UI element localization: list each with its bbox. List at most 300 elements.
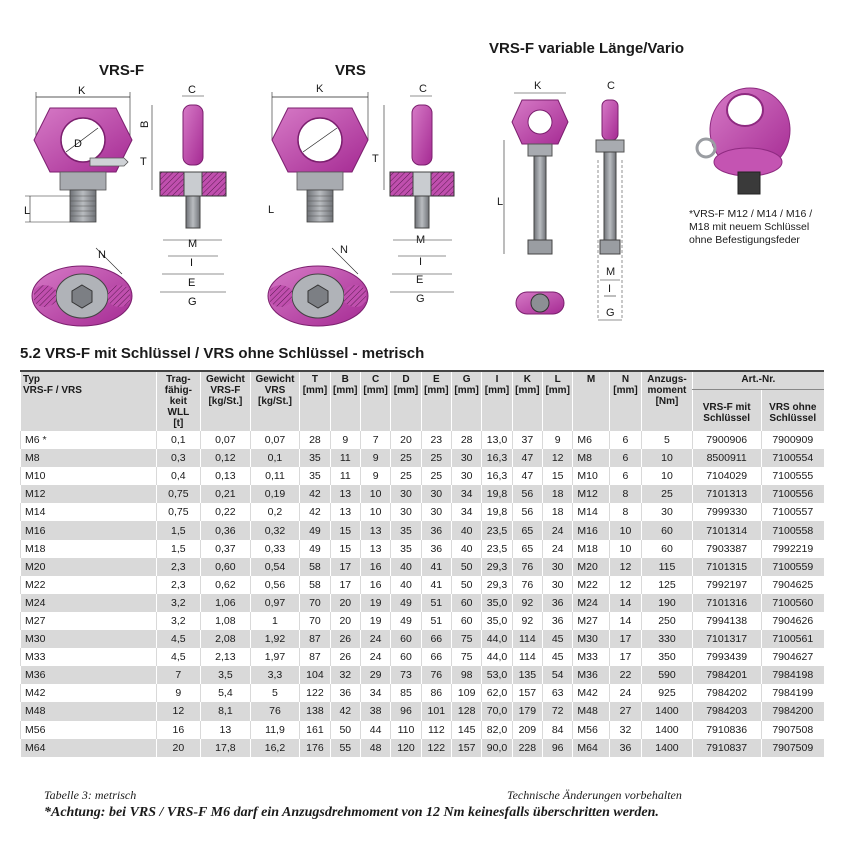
vario-dim-g: G	[606, 307, 615, 319]
table-cell: M22	[573, 576, 609, 594]
header-line: K	[523, 374, 531, 385]
table-cell: 40	[451, 521, 481, 539]
table-cell: 49	[391, 612, 421, 630]
table-cell: 14	[609, 594, 641, 612]
table-cell: 7903387	[692, 540, 761, 558]
table-row	[21, 521, 825, 539]
header-line: [mm]	[613, 385, 638, 396]
table-cell: 0,21	[201, 485, 251, 503]
header-line: Trag-	[166, 374, 191, 385]
table-cell: 48	[360, 739, 390, 757]
table-cell: 1,5	[156, 540, 201, 558]
table-cell: 17,8	[201, 739, 251, 757]
vrsf-side-view	[139, 84, 226, 308]
table-cell: 1400	[642, 739, 693, 757]
vario-front-view	[504, 93, 568, 314]
table-cell: 49	[300, 540, 330, 558]
header-line: VRS	[264, 385, 286, 396]
table-cell: M27	[21, 612, 157, 630]
table-cell: 36	[421, 540, 451, 558]
header-line: C	[372, 374, 380, 385]
table-cell: 50	[330, 721, 360, 739]
disclaimer: Technische Änderungen vorbehalten	[507, 788, 682, 802]
table-cell: 0,19	[250, 485, 300, 503]
vrs-dim-i: I	[419, 256, 423, 268]
table-cell: 8	[609, 485, 641, 503]
table-cell: 44,0	[482, 630, 512, 648]
table-cell: 190	[642, 594, 693, 612]
table-cell: 16	[156, 721, 201, 739]
table-cell: 10	[360, 503, 390, 521]
table-cell: 8	[609, 503, 641, 521]
table-cell: 7910837	[692, 739, 761, 757]
table-cell: 76	[512, 558, 542, 576]
table-cell: 10	[609, 521, 641, 539]
table-cell: 138	[300, 702, 330, 720]
table-cell: 13	[330, 503, 360, 521]
table-cell: 35,0	[482, 594, 512, 612]
table-row	[21, 594, 825, 612]
table-cell: 15	[330, 521, 360, 539]
table-cell: 6	[609, 431, 641, 449]
table-cell: 5	[642, 431, 693, 449]
table-cell: 0,07	[201, 431, 251, 449]
header-line: [mm]	[484, 385, 510, 396]
table-cell: 65	[512, 521, 542, 539]
table-cell: 7993439	[692, 648, 761, 666]
column-header	[543, 371, 573, 431]
vrsf-bottom-view	[32, 248, 132, 326]
vario-dim-k: K	[534, 80, 542, 92]
table-caption: Tabelle 3: metrisch	[44, 788, 137, 802]
table-cell: 0,1	[250, 449, 300, 467]
table-cell: 7984201	[692, 666, 761, 684]
table-cell: 0,75	[156, 485, 201, 503]
header-line: Schlüssel	[703, 413, 750, 425]
table-cell: 51	[421, 594, 451, 612]
table-cell: 0,33	[250, 540, 300, 558]
table-cell: 6	[609, 449, 641, 467]
table-cell: 7100555	[761, 467, 824, 485]
table-cell: 70,0	[482, 702, 512, 720]
table-cell: 101	[421, 702, 451, 720]
table-cell: 10	[642, 467, 693, 485]
table-cell: 23,5	[482, 540, 512, 558]
table-cell: 1,5	[156, 521, 201, 539]
table-cell: 7101316	[692, 594, 761, 612]
table-cell: 29,3	[482, 558, 512, 576]
table-cell: M36	[573, 666, 609, 684]
table-cell: 13	[330, 485, 360, 503]
table-cell: 0,37	[201, 540, 251, 558]
table-row	[21, 702, 825, 720]
table-cell: 47	[512, 467, 542, 485]
table-cell: 7992197	[692, 576, 761, 594]
heading-vrs: VRS	[335, 62, 366, 79]
header-line: VRS-F mit	[702, 402, 751, 414]
section-title: 5.2 VRS-F mit Schlüssel / VRS ohne Schlüssel - metrisch	[20, 345, 425, 362]
table-row	[21, 485, 825, 503]
table-cell: M42	[573, 684, 609, 702]
table-cell: 13	[360, 540, 390, 558]
column-header	[761, 390, 824, 431]
table-cell: 37	[512, 431, 542, 449]
heading-vrsf: VRS-F	[99, 62, 144, 79]
table-cell: 41	[421, 558, 451, 576]
table-cell: M12	[21, 485, 157, 503]
table-cell: 36	[421, 521, 451, 539]
dim-b-label: B	[139, 120, 151, 128]
table-cell: 24	[360, 648, 390, 666]
column-header	[360, 371, 390, 431]
table-cell: 7900906	[692, 431, 761, 449]
vrsf-front-view	[24, 85, 132, 222]
table-cell: 42	[330, 702, 360, 720]
table-cell: 350	[642, 648, 693, 666]
table-cell: 0,60	[201, 558, 251, 576]
table-cell: 98	[451, 666, 481, 684]
table-cell: 9	[543, 431, 573, 449]
table-cell: 28	[451, 431, 481, 449]
table-cell: 1,92	[250, 630, 300, 648]
table-cell: 90,0	[482, 739, 512, 757]
table-cell: 30	[391, 485, 421, 503]
table-cell: 23,5	[482, 521, 512, 539]
table-cell: M33	[21, 648, 157, 666]
table-cell: 135	[512, 666, 542, 684]
table-cell: 45	[543, 648, 573, 666]
column-header	[573, 371, 609, 431]
table-row	[21, 721, 825, 739]
table-cell: 30	[543, 558, 573, 576]
table-cell: 42	[300, 503, 330, 521]
table-cell: 0,32	[250, 521, 300, 539]
note-line: M18 mit neuem Schlüssel	[689, 221, 810, 233]
table-cell: 7904627	[761, 648, 824, 666]
table-cell: 176	[300, 739, 330, 757]
table-cell: 330	[642, 630, 693, 648]
table-cell: 0,56	[250, 576, 300, 594]
table-cell: 35	[391, 521, 421, 539]
table-cell: 24	[543, 521, 573, 539]
table-cell: 7999330	[692, 503, 761, 521]
table-cell: M6	[573, 431, 609, 449]
column-header	[692, 390, 761, 431]
column-header	[451, 371, 481, 431]
table-cell: 29,3	[482, 576, 512, 594]
table-cell: 63	[543, 684, 573, 702]
product-note	[689, 208, 839, 247]
table-cell: 35	[300, 467, 330, 485]
table-cell: 47	[512, 449, 542, 467]
table-cell: M16	[573, 521, 609, 539]
table-cell: 7984200	[761, 702, 824, 720]
table-cell: 45	[543, 630, 573, 648]
table-cell: M8	[21, 449, 157, 467]
table-row	[21, 558, 825, 576]
vrs-bottom-view	[268, 248, 368, 326]
table-cell: 0,97	[250, 594, 300, 612]
table-cell: 30	[642, 503, 693, 521]
table-cell: 22	[609, 666, 641, 684]
table-cell: 44,0	[482, 648, 512, 666]
table-cell: 18	[543, 503, 573, 521]
header-line: [mm]	[302, 385, 328, 396]
column-header	[156, 371, 201, 431]
header-line: [mm]	[545, 385, 570, 396]
table-cell: 60	[451, 612, 481, 630]
table-cell: 4,5	[156, 648, 201, 666]
table-cell: 66	[421, 630, 451, 648]
table-cell: 70	[300, 612, 330, 630]
table-cell: 1	[250, 612, 300, 630]
table-cell: M14	[21, 503, 157, 521]
table-cell: 51	[421, 612, 451, 630]
vrs-dim-g: G	[416, 293, 425, 305]
header-line: [mm]	[454, 385, 479, 396]
table-cell: M27	[573, 612, 609, 630]
table-cell: M20	[21, 558, 157, 576]
table-row	[21, 666, 825, 684]
table-cell: 66	[421, 648, 451, 666]
table-cell: 49	[391, 594, 421, 612]
table-cell: 10	[360, 485, 390, 503]
table-cell: 20	[330, 612, 360, 630]
table-cell: 7101314	[692, 521, 761, 539]
column-header	[609, 371, 641, 431]
dim-g-label: G	[188, 296, 197, 308]
table-cell: 73	[391, 666, 421, 684]
header-line: [mm]	[393, 385, 419, 396]
header-line: VRS-F	[210, 385, 241, 396]
table-cell: 49	[300, 521, 330, 539]
table-cell: 7101313	[692, 485, 761, 503]
table-cell: 20	[330, 594, 360, 612]
table-cell: 7904625	[761, 576, 824, 594]
header-line: B	[341, 374, 349, 385]
table-cell: 13	[201, 721, 251, 739]
table-cell: 92	[512, 594, 542, 612]
table-cell: 92	[512, 612, 542, 630]
table-cell: M24	[21, 594, 157, 612]
header-line: Gewicht	[205, 374, 245, 385]
table-cell: 179	[512, 702, 542, 720]
table-cell: 17	[609, 648, 641, 666]
table-cell: 7984198	[761, 666, 824, 684]
table-cell: 3,2	[156, 612, 201, 630]
table-cell: 30	[451, 467, 481, 485]
table-cell: 17	[609, 630, 641, 648]
table-cell: 84	[543, 721, 573, 739]
table-cell: 75	[451, 630, 481, 648]
dim-c-label: C	[188, 84, 196, 96]
table-cell: 4,5	[156, 630, 201, 648]
table-cell: 20	[391, 431, 421, 449]
table-row	[21, 540, 825, 558]
table-cell: 0,2	[250, 503, 300, 521]
table-cell: 76	[512, 576, 542, 594]
table-cell: 13,0	[482, 431, 512, 449]
table-cell: 7992219	[761, 540, 824, 558]
header-line: keit	[169, 396, 187, 407]
table-cell: 60	[391, 630, 421, 648]
vario-dim-l: L	[497, 196, 504, 208]
table-cell: 34	[451, 503, 481, 521]
table-row	[21, 648, 825, 666]
table-cell: 3,3	[250, 666, 300, 684]
table-cell: 0,54	[250, 558, 300, 576]
table-cell: M12	[573, 485, 609, 503]
torque-warning: *Achtung: bei VRS / VRS-F M6 darf ein Anzugsdrehmoment von 12 Nm keinesfalls überschritten werden.	[44, 805, 659, 820]
table-cell: 36	[609, 739, 641, 757]
header-line: L	[554, 374, 561, 385]
table-cell: 76	[250, 702, 300, 720]
vrs-dim-k: K	[316, 83, 324, 95]
table-cell: 36	[543, 594, 573, 612]
table-cell: 25	[391, 449, 421, 467]
vrs-dim-t: T	[372, 153, 379, 165]
table-cell: 53,0	[482, 666, 512, 684]
spec-table	[20, 370, 824, 757]
table-cell: 2,3	[156, 576, 201, 594]
table-cell: 55	[330, 739, 360, 757]
table-cell: 7	[360, 431, 390, 449]
table-cell: 7104029	[692, 467, 761, 485]
table-cell: 157	[512, 684, 542, 702]
table-cell: 125	[642, 576, 693, 594]
table-cell: 16,2	[250, 739, 300, 757]
table-cell: 12	[609, 576, 641, 594]
note-line: ohne Befestigungsfeder	[689, 234, 800, 246]
table-cell: 10	[642, 449, 693, 467]
vrs-dim-c: C	[419, 83, 427, 95]
table-cell: M24	[573, 594, 609, 612]
heading-vario: VRS-F variable Länge/Vario	[489, 40, 685, 57]
table-cell: 0,11	[250, 467, 300, 485]
header-line: Typ	[23, 374, 41, 385]
table-cell: 122	[421, 739, 451, 757]
table-cell: 27	[609, 702, 641, 720]
table-cell: M36	[21, 666, 157, 684]
table-cell: 6	[609, 467, 641, 485]
table-cell: 0,4	[156, 467, 201, 485]
table-cell: 60	[642, 540, 693, 558]
table-cell: 60	[451, 594, 481, 612]
table-cell: 30	[421, 503, 451, 521]
table-cell: 2,3	[156, 558, 201, 576]
table-cell: 75	[451, 648, 481, 666]
table-row	[21, 503, 825, 521]
vario-dim-i: I	[608, 283, 612, 295]
table-row	[21, 449, 825, 467]
table-cell: 1400	[642, 702, 693, 720]
table-cell: 25	[391, 467, 421, 485]
table-cell: 11	[330, 449, 360, 467]
table-cell: 28	[300, 431, 330, 449]
product-rendering	[697, 88, 790, 194]
table-cell: 35,0	[482, 612, 512, 630]
table-cell: 7101315	[692, 558, 761, 576]
table-cell: 13	[360, 521, 390, 539]
table-cell: 7	[156, 666, 201, 684]
header-line: Anzugs-	[647, 374, 687, 385]
table-cell: 7994138	[692, 612, 761, 630]
table-cell: 7984199	[761, 684, 824, 702]
vrs-dim-n: N	[340, 244, 348, 256]
table-cell: 0,12	[201, 449, 251, 467]
technical-drawing	[0, 0, 844, 340]
table-cell: M18	[21, 540, 157, 558]
table-cell: 8,1	[201, 702, 251, 720]
table-cell: 8500911	[692, 449, 761, 467]
table-cell: 7984203	[692, 702, 761, 720]
table-cell: 85	[391, 684, 421, 702]
table-cell: 16	[360, 576, 390, 594]
table-cell: 60	[642, 521, 693, 539]
table-cell: 96	[391, 702, 421, 720]
table-cell: M30	[573, 630, 609, 648]
header-line: [Nm]	[655, 396, 679, 407]
table-cell: M8	[573, 449, 609, 467]
header-line: VRS ohne	[769, 402, 817, 414]
table-cell: 19,8	[482, 485, 512, 503]
table-cell: 0,07	[250, 431, 300, 449]
table-cell: 0,36	[201, 521, 251, 539]
dim-d-label: D	[74, 138, 82, 150]
table-cell: 1,06	[201, 594, 251, 612]
table-cell: 7100561	[761, 630, 824, 648]
table-cell: 58	[300, 576, 330, 594]
table-cell: M14	[573, 503, 609, 521]
header-line: [kg/St.]	[258, 396, 292, 407]
header-line: Schlüssel	[769, 413, 817, 425]
header-line: T	[311, 374, 318, 385]
table-cell: 34	[360, 684, 390, 702]
table-cell: 18	[543, 485, 573, 503]
header-line: WLL	[167, 407, 190, 418]
table-cell: 5	[250, 684, 300, 702]
table-cell: 40	[391, 576, 421, 594]
table-cell: 65	[512, 540, 542, 558]
table-cell: 0,13	[201, 467, 251, 485]
column-header	[421, 371, 451, 431]
table-cell: 50	[451, 576, 481, 594]
table-cell: 9	[360, 467, 390, 485]
table-cell: 25	[421, 467, 451, 485]
table-cell: 15	[543, 467, 573, 485]
table-cell: 29	[360, 666, 390, 684]
table-cell: 23	[421, 431, 451, 449]
table-cell: 62,0	[482, 684, 512, 702]
table-cell: 12	[543, 449, 573, 467]
table-cell: 122	[300, 684, 330, 702]
table-cell: 9	[360, 449, 390, 467]
note-line: *VRS-F M12 / M14 / M16 /	[689, 208, 813, 220]
table-cell: 26	[330, 648, 360, 666]
header-line: D	[402, 374, 410, 385]
vrs-dim-e: E	[416, 274, 424, 286]
header-line: N	[621, 374, 630, 385]
column-header	[250, 371, 300, 431]
column-header	[201, 371, 251, 431]
table-cell: 5,4	[201, 684, 251, 702]
table-cell: 44	[360, 721, 390, 739]
table-cell: 0,75	[156, 503, 201, 521]
table-cell: M22	[21, 576, 157, 594]
column-header	[642, 371, 693, 431]
table-cell: 56	[512, 503, 542, 521]
table-cell: 7910836	[692, 721, 761, 739]
